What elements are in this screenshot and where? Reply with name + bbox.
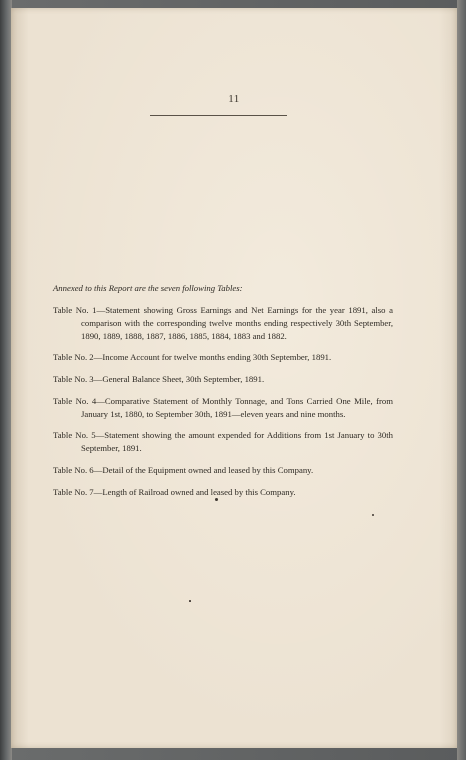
page-number: 11 [228,93,240,105]
table-label: Table No. 3— [53,374,103,385]
paper-speck [189,600,191,602]
table-description: Length of Railroad owned and leased by this Company. [102,486,296,497]
table-description: Comparative Statement of Monthly Tonnage, and Tons Carried One Mile, from January 1st, 1880, to September 30th, 1891—eleven years and nine months. [81,395,393,419]
list-item-table-1 [53,304,393,343]
table-description: Detail of the Equipment owned and leased by this Company. [102,465,314,476]
document-page [11,8,457,748]
table-label: Table No. 7— [53,486,103,497]
table-description: Statement showing Gross Earnings and Net Earnings for the year 1891, also a comparison with the corresponding twelve months ending respectively 30th September, 1890, 1889, 1888, 1887, 1886, 1885, 1884, 1883 and 1882. [81,304,393,341]
intro-text: Annexed to this Report are the seven following Tables: [53,283,243,293]
table-description: General Balance Sheet, 30th September, 1891. [102,374,265,385]
paper-speck [215,498,218,501]
table-label: Table No. 2— [53,352,103,363]
page-edge [457,0,466,760]
table-description: Income Account for twelve months ending 30th September, 1891. [102,352,332,363]
header-rule [150,115,287,116]
list-item-table-5 [53,429,393,455]
list-item-table-2 [53,351,393,364]
table-description: Statement showing the amount expended for Additions from 1st January to 30th September, 1891. [81,430,393,454]
paper-speck [372,514,374,516]
table-label: Table No. 5— [53,430,105,441]
list-item-table-7 [53,486,393,499]
tables-list [53,282,393,508]
list-item-table-3 [53,373,393,386]
table-label: Table No. 4— [53,395,105,406]
list-item-table-6 [53,464,393,477]
table-label: Table No. 1— [53,304,106,315]
list-item-table-4 [53,395,393,421]
table-label: Table No. 6— [53,465,103,476]
